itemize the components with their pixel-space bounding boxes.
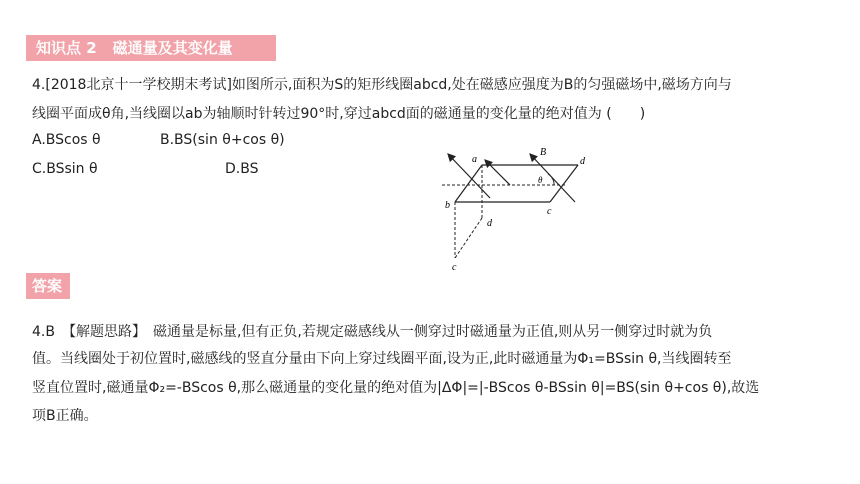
option-a: A.BScos θ — [32, 132, 101, 148]
question-line-1: 4.[2018北京十一学校期末考试]如图所示,面积为S的矩形线圈abcd,处在磁感应强度为B的匀强磁场中,磁场方向与 — [32, 77, 732, 93]
label-a: a — [472, 154, 477, 165]
section-header — [26, 35, 276, 61]
question-line-2: 线圈平面成θ角,当线圈以ab为轴顺时针转过90°时,穿过abcd面的磁通量的变化量的绝对值为 ( ) — [32, 106, 646, 122]
section-title: 磁通量及其变化量 — [112, 39, 233, 57]
field-line-2 — [485, 160, 510, 185]
coil-diagram — [430, 140, 610, 275]
rotated-edge-2 — [455, 218, 482, 258]
section-label: 知识点 2 — [36, 39, 97, 57]
label-c: c — [547, 206, 552, 217]
label-d: d — [580, 156, 585, 167]
label-d-rotated: d — [487, 218, 492, 229]
theta-arc — [548, 174, 554, 185]
edge-ab — [455, 165, 482, 202]
label-b: b — [445, 200, 450, 211]
field-line-1 — [448, 154, 490, 198]
answer-line-1: 4.B 【解题思路】 磁通量是标量,但有正负,若规定磁感线从一侧穿过时磁通量为正值,则从另一侧穿过时就为负 — [32, 324, 713, 340]
label-theta: θ — [538, 175, 543, 185]
option-d: D.BS — [225, 161, 259, 177]
label-c-rotated: c — [452, 262, 457, 273]
option-c: C.BSsin θ — [32, 161, 98, 177]
answer-line-2: 值。当线圈处于初位置时,磁感线的竖直分量由下向上穿过线圈平面,设为正,此时磁通量为Φ₁=BSsin θ,当线圈转至 — [32, 351, 732, 367]
answer-line-4: 项B正确。 — [32, 408, 98, 424]
option-b: B.BS(sin θ+cos θ) — [160, 132, 285, 148]
answer-line-3: 竖直位置时,磁通量Φ₂=-BScos θ,那么磁通量的变化量的绝对值为|ΔΦ|=|-BScos θ-BSsin θ|=BS(sin θ+cos θ),故选 — [32, 380, 760, 396]
label-B: B — [540, 147, 547, 158]
answer-tag: 答案 — [26, 273, 70, 299]
